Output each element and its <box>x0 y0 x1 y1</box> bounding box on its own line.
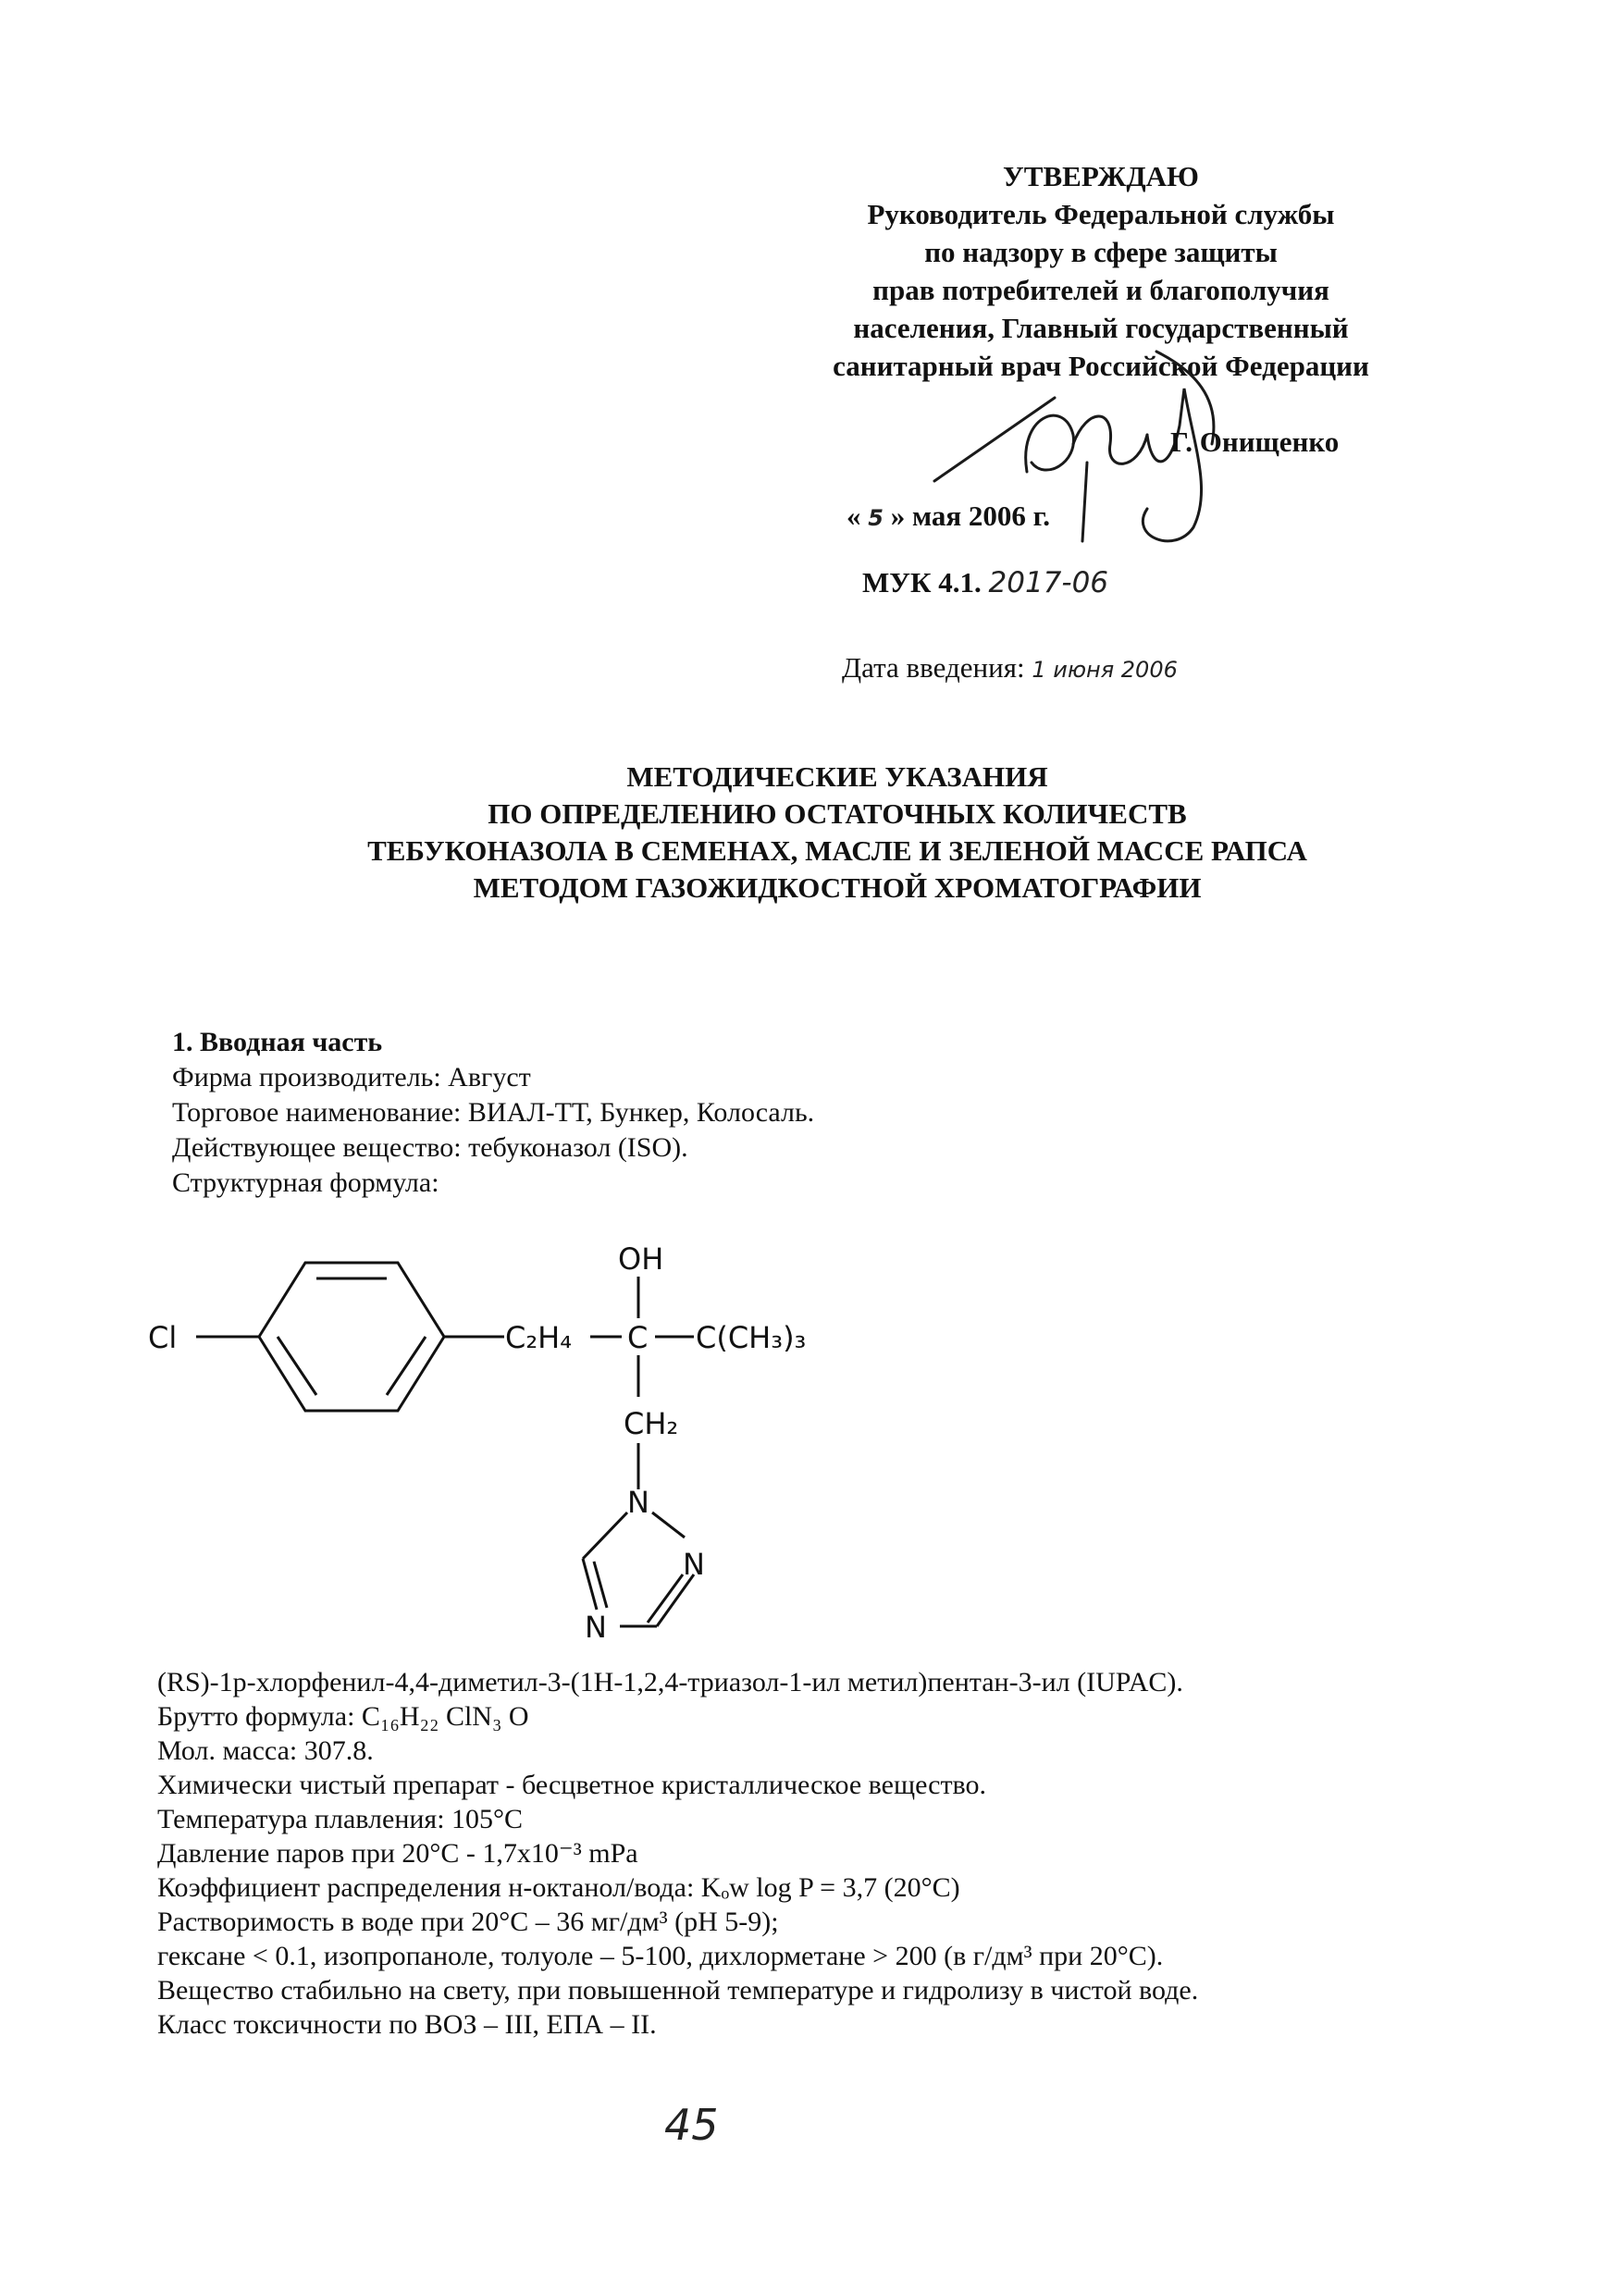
section-line: Фирма производитель: Август <box>172 1062 531 1092</box>
bond <box>278 1337 316 1395</box>
introduction-date <box>842 651 1178 685</box>
atom-label: C(CH₃)₃ <box>696 1320 807 1355</box>
bond <box>652 1512 685 1537</box>
title-line: МЕТОДИЧЕСКИЕ УКАЗАНИЯ <box>626 760 1048 793</box>
date-day: 5 <box>868 505 884 531</box>
section-line: Структурная формула: <box>172 1167 439 1198</box>
approval-heading: УТВЕРЖДАЮ <box>1003 160 1199 192</box>
bond <box>583 1512 627 1559</box>
approval-line: по надзору в сфере защиты <box>924 236 1278 268</box>
muk-code <box>862 566 1108 599</box>
intro-date-value: 1 июня 2006 <box>1032 657 1178 683</box>
section-introduction <box>172 1025 814 1201</box>
property-line: Растворимость в воде при 20°C – 36 мг/дм³ (pH 5-9); <box>157 1907 779 1937</box>
approval-line: санитарный врач Российской Федерации <box>833 350 1369 382</box>
bond <box>594 1562 607 1608</box>
property-line: Коэффициент распределения н-октанол/вода: Kₒw log P = 3,7 (20°C) <box>157 1872 960 1903</box>
intro-date-label: Дата введения: <box>842 651 1025 684</box>
structural-formula <box>148 1212 870 1647</box>
date-rest: » мая 2006 г. <box>890 500 1050 532</box>
property-line: Химически чистый препарат - бесцветное кристаллическое вещество. <box>157 1770 987 1800</box>
bond <box>387 1337 426 1395</box>
title-line: МЕТОДОМ ГАЗОЖИДКОСТНОЙ ХРОМАТОГРАФИИ <box>473 871 1202 904</box>
section-line: Торговое наименование: ВИАЛ-ТТ, Бункер, Колосаль. <box>172 1097 815 1128</box>
atom-label: Cl <box>148 1320 178 1355</box>
property-line: Температура плавления: 105°C <box>157 1804 524 1834</box>
approval-line: прав потребителей и благополучия <box>872 274 1329 306</box>
property-line: гексане < 0.1, изопропаноле, толуоле – 5-100, дихлорметане > 200 (в г/дм³ при 20°C). <box>157 1941 1164 1971</box>
muk-number: 2017-06 <box>988 566 1109 599</box>
title-line: ТЕБУКОНАЗОЛА В СЕМЕНАХ, МАСЛЕ И ЗЕЛЕНОЙ МАССЕ РАПСА <box>367 834 1307 867</box>
property-line: Брутто формула: C₁₆H₂₂ ClN₃ O <box>157 1701 529 1732</box>
atom-label: N <box>683 1547 705 1582</box>
section-line: Действующее вещество: тебуконазол (ISO). <box>172 1132 688 1163</box>
atom-label: OH <box>618 1241 664 1277</box>
properties-list <box>157 1665 1198 2042</box>
atom-label: N <box>627 1485 649 1520</box>
atom-label: C <box>627 1320 649 1355</box>
benzene-ring <box>259 1263 444 1411</box>
property-line: Класс токсичности по ВОЗ – III, ЕПА – II. <box>157 2009 657 2040</box>
date-open-quote: « <box>847 500 861 532</box>
atom-label: CH₂ <box>624 1406 679 1441</box>
section-heading: 1. Вводная часть <box>172 1027 383 1057</box>
title-line: ПО ОПРЕДЕЛЕНИЮ ОСТАТОЧНЫХ КОЛИЧЕСТВ <box>488 797 1187 830</box>
property-line: Давление паров при 20°C - 1,7x10⁻³ mPa <box>157 1838 638 1869</box>
document-title <box>222 759 1452 907</box>
muk-label: МУК 4.1. <box>862 566 982 599</box>
page-number: 45 <box>664 2100 719 2150</box>
approval-date <box>847 500 1050 533</box>
property-line: (RS)-1p-хлорфенил-4,4-диметил-3-(1H-1,2,4-триазол-1-ил метил)пентан-3-ил (IUPAC). <box>157 1667 1183 1697</box>
approval-line: населения, Главный государственный <box>853 312 1349 344</box>
property-line: Вещество стабильно на свету, при повышенной температуре и гидролизу в чистой воде. <box>157 1975 1199 2006</box>
approval-line: Руководитель Федеральной службы <box>867 198 1335 230</box>
atom-label: N <box>585 1610 607 1645</box>
atom-label: C₂H₄ <box>505 1320 573 1355</box>
property-line: Мол. масса: 307.8. <box>157 1735 374 1766</box>
signatory-name: Г. Онищенко <box>1170 426 1340 458</box>
